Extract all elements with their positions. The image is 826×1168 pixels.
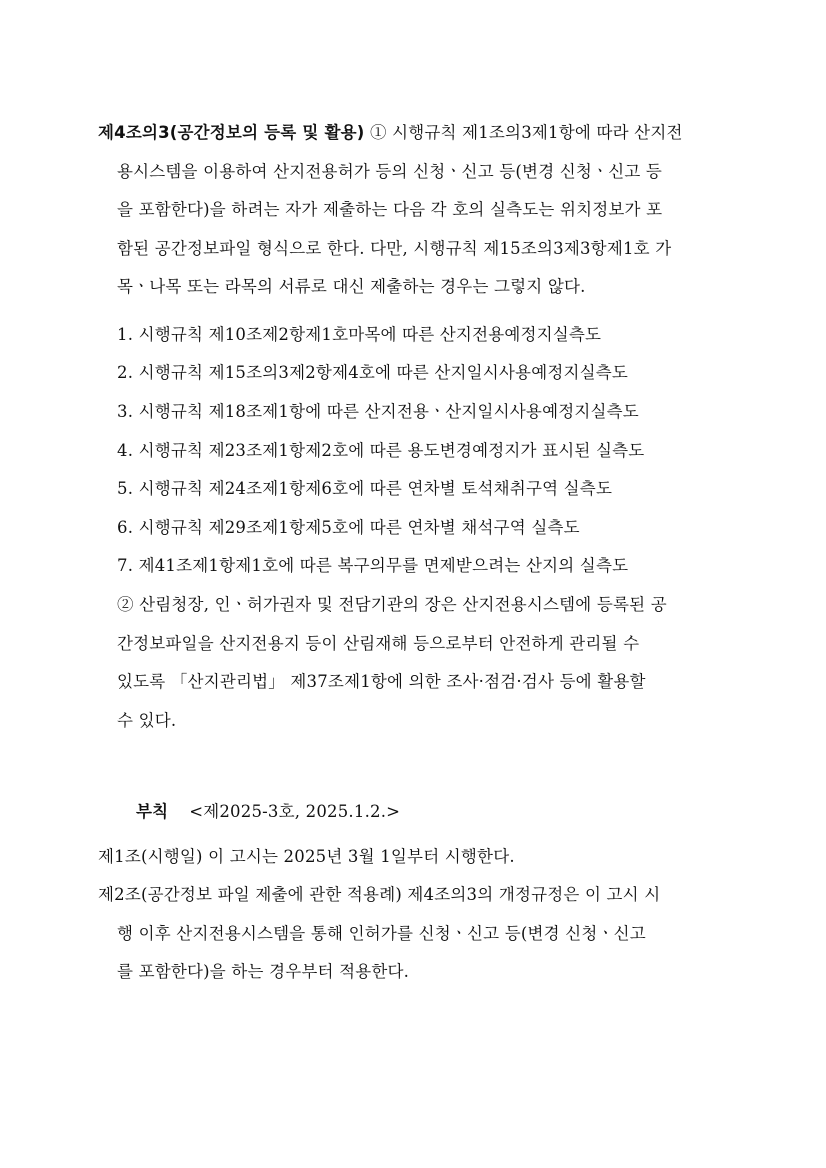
article-heading: 제4조의3(공간정보의 등록 및 활용): [98, 123, 365, 142]
list-item: 3. 시행규칙 제18조제1항에 따른 산지전용ㆍ산지일시사용예정지실측도: [117, 402, 639, 421]
list-item: 4. 시행규칙 제23조제1항제2호에 따른 용도변경예정지가 표시된 실측도: [117, 441, 645, 460]
paragraph-1-line-4: 함된 공간정보파일 형식으로 한다. 다만, 시행규칙 제15조의3제3항제1호 가: [117, 239, 672, 258]
paragraph-1-line-2: 용시스템을 이용하여 산지전용허가 등의 신청ㆍ신고 등(변경 신청ㆍ신고 등: [117, 162, 663, 181]
addendum-article-1: 제1조(시행일) 이 고시는 2025년 3월 1일부터 시행한다.: [98, 847, 515, 866]
paragraph-2-line-3: 있도록 「산지관리법」 제37조제1항에 의한 조사·점검·검사 등에 활용할: [117, 672, 646, 691]
list-item: 7. 제41조제1항제1호에 따른 복구의무를 면제받으려는 산지의 실측도: [117, 556, 629, 575]
addendum-date: <제2025-3호, 2025.1.2.>: [189, 802, 401, 821]
paragraph-1-line-5: 목ㆍ나목 또는 라목의 서류로 대신 제출하는 경우는 그렇지 않다.: [117, 277, 586, 296]
paragraph-1-line-1: ① 시행규칙 제1조의3제1항에 따라 산지전: [369, 123, 683, 142]
paragraph-2-line-1: ② 산림청장, 인ㆍ허가권자 및 전담기관의 장은 산지전용시스템에 등록된 공: [117, 595, 667, 614]
list-item: 5. 시행규칙 제24조제1항제6호에 따른 연차별 토석채취구역 실측도: [117, 479, 613, 498]
addendum-title: 부칙: [136, 802, 169, 821]
paragraph-1-line-3: 을 포함한다)을 하려는 자가 제출하는 다음 각 호의 실측도는 위치정보가 포: [117, 200, 663, 219]
paragraph-2-line-4: 수 있다.: [117, 711, 177, 730]
addendum-article-2-line-3: 를 포함한다)을 하는 경우부터 적용한다.: [117, 962, 410, 981]
list-item: 1. 시행규칙 제10조제2항제1호마목에 따른 산지전용예정지실측도: [117, 325, 602, 344]
addendum-article-2-line-1: 제2조(공간정보 파일 제출에 관한 적용례) 제4조의3의 개정규정은 이 고시 시: [98, 885, 661, 904]
addendum-article-2-line-2: 행 이후 산지전용시스템을 통해 인허가를 신청ㆍ신고 등(변경 신청ㆍ신고: [117, 924, 646, 943]
list-item: 2. 시행규칙 제15조의3제2항제4호에 따른 산지일시사용예정지실측도: [117, 363, 629, 382]
list-item: 6. 시행규칙 제29조제1항제5호에 따른 연차별 채석구역 실측도: [117, 518, 580, 537]
article-first-line: [98, 123, 683, 143]
paragraph-2-line-2: 간정보파일을 산지전용지 등이 산림재해 등으로부터 안전하게 관리될 수: [117, 634, 640, 653]
addendum-header: [136, 802, 400, 822]
